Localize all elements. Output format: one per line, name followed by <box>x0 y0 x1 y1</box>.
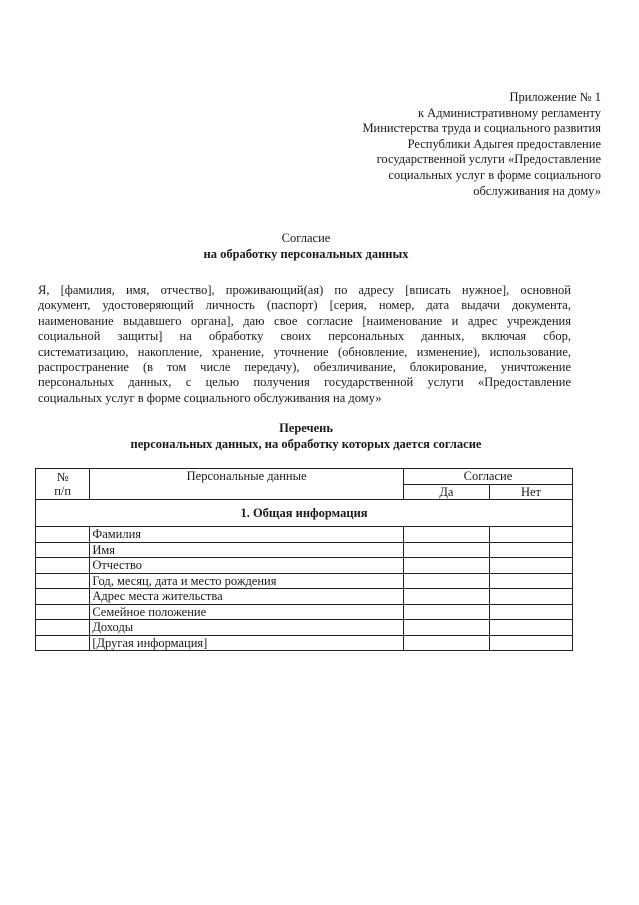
personal-data-table-wrap <box>35 468 573 651</box>
header-number-line2: п/п <box>54 484 72 498</box>
consent-line: систематизацию, накопление, хранение, уточнение (обновление, изменение), использование, <box>38 344 571 359</box>
table-row <box>36 620 573 636</box>
table-section-row <box>36 500 573 527</box>
row-number-cell <box>36 573 90 589</box>
table-row <box>36 589 573 605</box>
consent-line: Я, [фамилия, имя, отчество], проживающий(ая) по адресу [вписать нужное], основной <box>38 283 571 297</box>
appendix-header <box>281 90 601 199</box>
row-label: Доходы <box>90 620 404 636</box>
row-no-cell[interactable] <box>489 527 572 543</box>
appendix-line: Министерства труда и социального развития <box>362 121 601 136</box>
consent-body <box>38 283 571 406</box>
consent-line: социальной защиты] на обработку своих персональных данных, включая сбор, <box>38 329 571 344</box>
appendix-line: Республики Адыгея предоставление <box>407 136 601 151</box>
row-label: Год, месяц, дата и место рождения <box>90 573 404 589</box>
row-yes-cell[interactable] <box>403 527 489 543</box>
personal-data-table <box>35 468 573 651</box>
consent-subtitle: на обработку персональных данных <box>203 247 409 261</box>
consent-line: распространение (в том числе передачу), обезличивание, блокирование, уничтожение <box>38 360 571 375</box>
row-label: Отчество <box>90 558 404 574</box>
row-no-cell[interactable] <box>489 604 572 620</box>
section-general-info: 1. Общая информация <box>36 500 573 527</box>
appendix-line: обслуживания на дому» <box>473 183 601 198</box>
table-row <box>36 604 573 620</box>
header-number <box>36 469 90 500</box>
consent-line: персональных данных, с целью получения государственной услуги «Предоставление <box>38 375 571 390</box>
appendix-line: социальных услуг в форме социального <box>388 167 601 182</box>
appendix-line: Приложение № 1 <box>509 90 601 104</box>
row-label: [Другая информация] <box>90 635 404 651</box>
row-yes-cell[interactable] <box>403 542 489 558</box>
consent-line: социальных услуг в форме социального обслуживания на дому» <box>38 390 382 405</box>
row-yes-cell[interactable] <box>403 620 489 636</box>
consent-title: Согласие <box>281 231 331 245</box>
list-title: Перечень <box>279 421 333 435</box>
row-yes-cell[interactable] <box>403 589 489 605</box>
row-no-cell[interactable] <box>489 589 572 605</box>
consent-line: наименование выдавшего органа], даю свое согласие [наименование и адрес учреждения <box>38 313 571 328</box>
table-row <box>36 635 573 651</box>
table-row <box>36 573 573 589</box>
row-number-cell <box>36 635 90 651</box>
consent-line: документ, удостоверяющий личность (паспорт) [серия, номер, дата выдачи документа, <box>38 298 571 313</box>
table-header-row <box>36 469 573 485</box>
appendix-line: к Административному регламенту <box>417 105 601 120</box>
row-no-cell[interactable] <box>489 558 572 574</box>
row-label: Имя <box>90 542 404 558</box>
header-yes: Да <box>403 484 489 500</box>
row-no-cell[interactable] <box>489 635 572 651</box>
row-yes-cell[interactable] <box>403 573 489 589</box>
consent-heading <box>36 230 576 262</box>
table-row <box>36 558 573 574</box>
table-row <box>36 527 573 543</box>
row-number-cell <box>36 589 90 605</box>
table-row <box>36 542 573 558</box>
list-subtitle: персональных данных, на обработку которых дается согласие <box>130 437 482 451</box>
row-label: Семейное положение <box>90 604 404 620</box>
header-no: Нет <box>489 484 572 500</box>
row-label: Адрес места жительства <box>90 589 404 605</box>
header-consent: Согласие <box>403 469 572 485</box>
row-number-cell <box>36 620 90 636</box>
row-yes-cell[interactable] <box>403 635 489 651</box>
row-number-cell <box>36 542 90 558</box>
row-no-cell[interactable] <box>489 573 572 589</box>
appendix-line: государственной услуги «Предоставление <box>376 152 601 167</box>
header-number-line1: № <box>56 469 69 484</box>
row-label: Фамилия <box>90 527 404 543</box>
row-number-cell <box>36 558 90 574</box>
header-personal-data: Персональные данные <box>90 469 404 500</box>
row-number-cell <box>36 527 90 543</box>
row-yes-cell[interactable] <box>403 604 489 620</box>
row-no-cell[interactable] <box>489 542 572 558</box>
row-number-cell <box>36 604 90 620</box>
row-yes-cell[interactable] <box>403 558 489 574</box>
list-heading <box>36 420 576 452</box>
row-no-cell[interactable] <box>489 620 572 636</box>
